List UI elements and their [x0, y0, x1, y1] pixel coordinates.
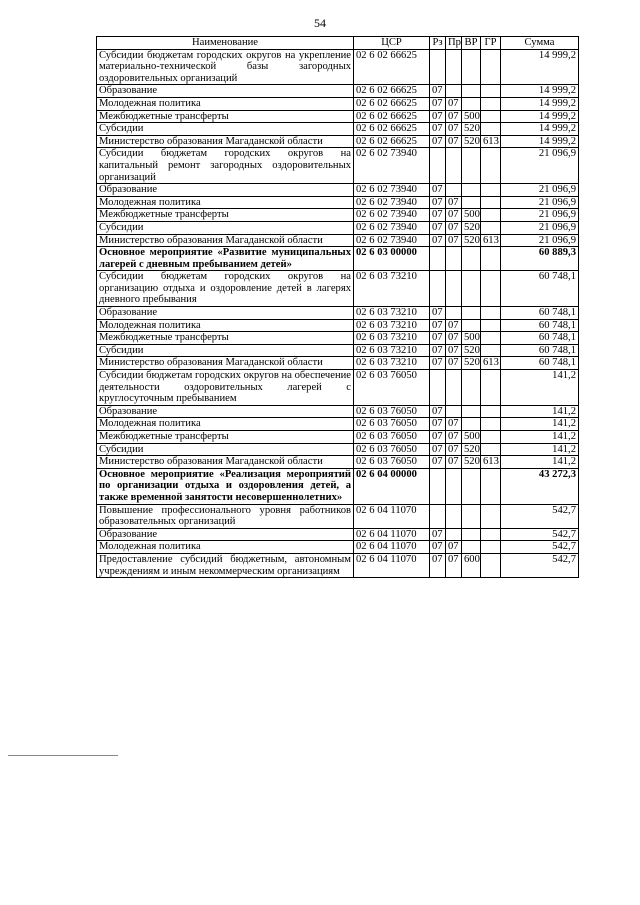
row-sum: 21 096,9 [501, 234, 579, 247]
row-gr [481, 468, 501, 504]
row-csr: 02 6 02 73940 [354, 196, 430, 209]
row-csr: 02 6 02 73940 [354, 209, 430, 222]
row-vr [462, 528, 481, 541]
table-row [97, 528, 579, 541]
row-pr: 07 [446, 541, 462, 554]
row-name: Молодежная политика [97, 97, 354, 110]
row-vr [462, 370, 481, 406]
footnote-divider [8, 755, 118, 756]
row-gr [481, 110, 501, 123]
row-vr [462, 319, 481, 332]
row-csr: 02 6 02 66625 [354, 85, 430, 98]
row-name: Образование [97, 405, 354, 418]
row-name: Основное мероприятие «Реализация мероприятий по организации отдыха и оздоровления детей, а также временной занятости несовершеннолетних» [97, 468, 354, 504]
table-row [97, 221, 579, 234]
row-rz: 07 [430, 431, 446, 444]
row-sum: 141,2 [501, 443, 579, 456]
row-pr: 07 [446, 123, 462, 136]
row-csr: 02 6 04 11070 [354, 504, 430, 528]
row-name: Предоставление субсидий бюджетным, автономным учреждениям и иным некоммерческим организациям [97, 553, 354, 577]
row-vr [462, 307, 481, 320]
row-gr: 613 [481, 456, 501, 469]
row-csr: 02 6 04 11070 [354, 528, 430, 541]
row-sum: 21 096,9 [501, 184, 579, 197]
row-sum: 14 999,2 [501, 123, 579, 136]
row-pr: 07 [446, 319, 462, 332]
row-pr [446, 49, 462, 85]
row-rz: 07 [430, 196, 446, 209]
table-row [97, 123, 579, 136]
table-row [97, 332, 579, 345]
row-pr: 07 [446, 456, 462, 469]
row-gr [481, 184, 501, 197]
table-row [97, 307, 579, 320]
row-vr: 520 [462, 456, 481, 469]
row-csr: 02 6 03 73210 [354, 344, 430, 357]
row-gr [481, 49, 501, 85]
row-vr [462, 418, 481, 431]
row-gr: 613 [481, 135, 501, 148]
table-row [97, 431, 579, 444]
table-row [97, 405, 579, 418]
table-row [97, 97, 579, 110]
row-vr [462, 49, 481, 85]
row-csr: 02 6 03 73210 [354, 319, 430, 332]
row-rz: 07 [430, 443, 446, 456]
row-csr: 02 6 03 76050 [354, 456, 430, 469]
row-vr: 500 [462, 332, 481, 345]
row-sum: 60 748,1 [501, 357, 579, 370]
row-pr: 07 [446, 196, 462, 209]
row-pr: 07 [446, 110, 462, 123]
row-gr: 613 [481, 357, 501, 370]
row-gr [481, 431, 501, 444]
row-sum: 21 096,9 [501, 209, 579, 222]
table-row [97, 234, 579, 247]
row-name: Министерство образования Магаданской области [97, 135, 354, 148]
table-row [97, 49, 579, 85]
row-sum: 141,2 [501, 456, 579, 469]
row-name: Субсидии [97, 221, 354, 234]
row-csr: 02 6 03 76050 [354, 443, 430, 456]
row-pr: 07 [446, 135, 462, 148]
row-csr: 02 6 02 73940 [354, 184, 430, 197]
row-vr: 520 [462, 123, 481, 136]
row-rz: 07 [430, 184, 446, 197]
row-gr [481, 271, 501, 307]
row-csr: 02 6 04 11070 [354, 553, 430, 577]
row-sum: 21 096,9 [501, 148, 579, 184]
row-gr [481, 405, 501, 418]
row-sum: 60 748,1 [501, 271, 579, 307]
row-rz: 07 [430, 221, 446, 234]
table-row [97, 135, 579, 148]
row-name: Субсидии [97, 123, 354, 136]
row-gr [481, 196, 501, 209]
row-gr [481, 528, 501, 541]
row-pr: 07 [446, 553, 462, 577]
row-rz: 07 [430, 528, 446, 541]
row-name: Межбюджетные трансферты [97, 332, 354, 345]
row-sum: 141,2 [501, 370, 579, 406]
row-gr [481, 504, 501, 528]
row-vr: 500 [462, 209, 481, 222]
row-name: Межбюджетные трансферты [97, 431, 354, 444]
row-gr [481, 344, 501, 357]
table-row [97, 357, 579, 370]
table-row [97, 319, 579, 332]
row-rz: 07 [430, 405, 446, 418]
row-vr: 520 [462, 135, 481, 148]
table-row [97, 184, 579, 197]
row-sum: 14 999,2 [501, 110, 579, 123]
header-csr: ЦСР [354, 37, 430, 50]
row-gr [481, 319, 501, 332]
row-csr: 02 6 02 66625 [354, 110, 430, 123]
row-gr [481, 541, 501, 554]
row-rz: 07 [430, 418, 446, 431]
row-rz [430, 148, 446, 184]
row-csr: 02 6 02 73940 [354, 221, 430, 234]
table-row [97, 85, 579, 98]
row-vr [462, 541, 481, 554]
header-gr: ГР [481, 37, 501, 50]
row-name: Образование [97, 85, 354, 98]
row-name: Министерство образования Магаданской области [97, 234, 354, 247]
table-body [97, 49, 579, 578]
row-vr [462, 85, 481, 98]
row-name: Субсидии бюджетам городских округов на организацию отдыха и оздоровление детей в лагерях дневного пребывания [97, 271, 354, 307]
row-sum: 60 748,1 [501, 319, 579, 332]
row-name: Молодежная политика [97, 196, 354, 209]
row-gr [481, 97, 501, 110]
table-row [97, 271, 579, 307]
table-row [97, 209, 579, 222]
row-pr: 07 [446, 357, 462, 370]
table-row [97, 443, 579, 456]
row-rz: 07 [430, 135, 446, 148]
table-row [97, 148, 579, 184]
row-csr: 02 6 03 73210 [354, 271, 430, 307]
row-pr [446, 504, 462, 528]
row-sum: 141,2 [501, 418, 579, 431]
row-gr [481, 307, 501, 320]
row-rz: 07 [430, 319, 446, 332]
table-row [97, 110, 579, 123]
row-gr [481, 553, 501, 577]
header-name: Наименование [97, 37, 354, 50]
row-sum: 14 999,2 [501, 85, 579, 98]
table-row [97, 504, 579, 528]
row-sum: 60 748,1 [501, 307, 579, 320]
row-name: Субсидии бюджетам городских округов на капитальный ремонт загородных оздоровительных организаций [97, 148, 354, 184]
row-vr: 500 [462, 110, 481, 123]
row-vr [462, 405, 481, 418]
row-rz: 07 [430, 553, 446, 577]
row-sum: 542,7 [501, 528, 579, 541]
row-sum: 60 889,3 [501, 247, 579, 271]
row-name: Министерство образования Магаданской области [97, 357, 354, 370]
row-rz: 07 [430, 307, 446, 320]
row-vr [462, 504, 481, 528]
row-csr: 02 6 04 11070 [354, 541, 430, 554]
row-name: Молодежная политика [97, 319, 354, 332]
row-rz: 07 [430, 209, 446, 222]
row-vr: 500 [462, 431, 481, 444]
row-pr [446, 307, 462, 320]
row-gr: 613 [481, 234, 501, 247]
row-pr: 07 [446, 209, 462, 222]
row-pr [446, 85, 462, 98]
row-csr: 02 6 02 73940 [354, 234, 430, 247]
row-sum: 43 272,3 [501, 468, 579, 504]
row-name: Молодежная политика [97, 418, 354, 431]
row-sum: 60 748,1 [501, 344, 579, 357]
row-gr [481, 418, 501, 431]
table-row [97, 344, 579, 357]
row-pr: 07 [446, 344, 462, 357]
header-rz: Рз [430, 37, 446, 50]
row-vr [462, 247, 481, 271]
row-vr [462, 97, 481, 110]
header-pr: Пр [446, 37, 462, 50]
row-name: Министерство образования Магаданской области [97, 456, 354, 469]
row-name: Образование [97, 184, 354, 197]
row-sum: 542,7 [501, 541, 579, 554]
row-name: Субсидии бюджетам городских округов на укрепление материально-технической базы загородных оздоровительных организаций [97, 49, 354, 85]
table-row [97, 553, 579, 577]
row-gr [481, 221, 501, 234]
row-csr: 02 6 03 73210 [354, 332, 430, 345]
row-csr: 02 6 02 66625 [354, 97, 430, 110]
row-pr [446, 184, 462, 197]
row-pr: 07 [446, 332, 462, 345]
row-name: Межбюджетные трансферты [97, 110, 354, 123]
row-gr [481, 209, 501, 222]
row-rz [430, 271, 446, 307]
row-vr [462, 148, 481, 184]
row-pr: 07 [446, 221, 462, 234]
row-vr: 520 [462, 221, 481, 234]
row-vr [462, 271, 481, 307]
row-name: Образование [97, 307, 354, 320]
row-gr [481, 85, 501, 98]
row-gr [481, 123, 501, 136]
row-rz: 07 [430, 110, 446, 123]
row-rz: 07 [430, 332, 446, 345]
row-sum: 21 096,9 [501, 196, 579, 209]
row-name: Образование [97, 528, 354, 541]
row-rz [430, 247, 446, 271]
row-pr: 07 [446, 234, 462, 247]
row-pr [446, 528, 462, 541]
table-row [97, 418, 579, 431]
row-pr [446, 271, 462, 307]
row-sum: 14 999,2 [501, 97, 579, 110]
row-rz [430, 370, 446, 406]
row-csr: 02 6 03 76050 [354, 431, 430, 444]
row-rz: 07 [430, 541, 446, 554]
row-gr [481, 247, 501, 271]
budget-table [96, 36, 579, 578]
row-pr [446, 247, 462, 271]
row-vr: 600 [462, 553, 481, 577]
row-name: Субсидии [97, 443, 354, 456]
row-pr [446, 370, 462, 406]
row-pr: 07 [446, 418, 462, 431]
row-pr [446, 468, 462, 504]
row-vr: 520 [462, 443, 481, 456]
row-name: Повышение профессионального уровня работников образовательных организаций [97, 504, 354, 528]
row-vr: 520 [462, 357, 481, 370]
row-rz [430, 504, 446, 528]
row-name: Межбюджетные трансферты [97, 209, 354, 222]
row-csr: 02 6 03 76050 [354, 405, 430, 418]
row-csr: 02 6 04 00000 [354, 468, 430, 504]
row-sum: 141,2 [501, 431, 579, 444]
row-rz [430, 468, 446, 504]
row-sum: 542,7 [501, 553, 579, 577]
row-gr [481, 370, 501, 406]
row-csr: 02 6 03 73210 [354, 357, 430, 370]
row-pr: 07 [446, 443, 462, 456]
header-vr: ВР [462, 37, 481, 50]
row-rz: 07 [430, 344, 446, 357]
row-name: Молодежная политика [97, 541, 354, 554]
row-sum: 14 999,2 [501, 135, 579, 148]
row-pr [446, 148, 462, 184]
row-rz [430, 49, 446, 85]
table-row [97, 541, 579, 554]
row-vr [462, 196, 481, 209]
row-csr: 02 6 03 73210 [354, 307, 430, 320]
table-row [97, 468, 579, 504]
row-name: Субсидии [97, 344, 354, 357]
row-csr: 02 6 03 76050 [354, 370, 430, 406]
row-gr [481, 332, 501, 345]
row-csr: 02 6 02 66625 [354, 49, 430, 85]
row-rz: 07 [430, 456, 446, 469]
row-pr: 07 [446, 97, 462, 110]
row-gr [481, 148, 501, 184]
row-sum: 141,2 [501, 405, 579, 418]
row-name: Субсидии бюджетам городских округов на обеспечение деятельности оздоровительных лагерей с круглосуточным пребыванием [97, 370, 354, 406]
row-rz: 07 [430, 85, 446, 98]
row-csr: 02 6 02 66625 [354, 123, 430, 136]
row-sum: 60 748,1 [501, 332, 579, 345]
row-csr: 02 6 02 66625 [354, 135, 430, 148]
table-header-row [97, 37, 579, 50]
row-rz: 07 [430, 97, 446, 110]
row-rz: 07 [430, 357, 446, 370]
row-rz: 07 [430, 123, 446, 136]
row-sum: 542,7 [501, 504, 579, 528]
table-row [97, 247, 579, 271]
row-sum: 21 096,9 [501, 221, 579, 234]
row-vr: 520 [462, 234, 481, 247]
row-csr: 02 6 03 76050 [354, 418, 430, 431]
row-sum: 14 999,2 [501, 49, 579, 85]
table-row [97, 196, 579, 209]
page-number: 54 [314, 16, 326, 30]
row-pr [446, 405, 462, 418]
row-vr [462, 468, 481, 504]
row-csr: 02 6 02 73940 [354, 148, 430, 184]
row-rz: 07 [430, 234, 446, 247]
row-name: Основное мероприятие «Развитие муниципальных лагерей с дневным пребыванием детей» [97, 247, 354, 271]
header-sum: Сумма [501, 37, 579, 50]
row-vr: 520 [462, 344, 481, 357]
row-csr: 02 6 03 00000 [354, 247, 430, 271]
row-pr: 07 [446, 431, 462, 444]
table-row [97, 456, 579, 469]
row-gr [481, 443, 501, 456]
table-row [97, 370, 579, 406]
row-vr [462, 184, 481, 197]
